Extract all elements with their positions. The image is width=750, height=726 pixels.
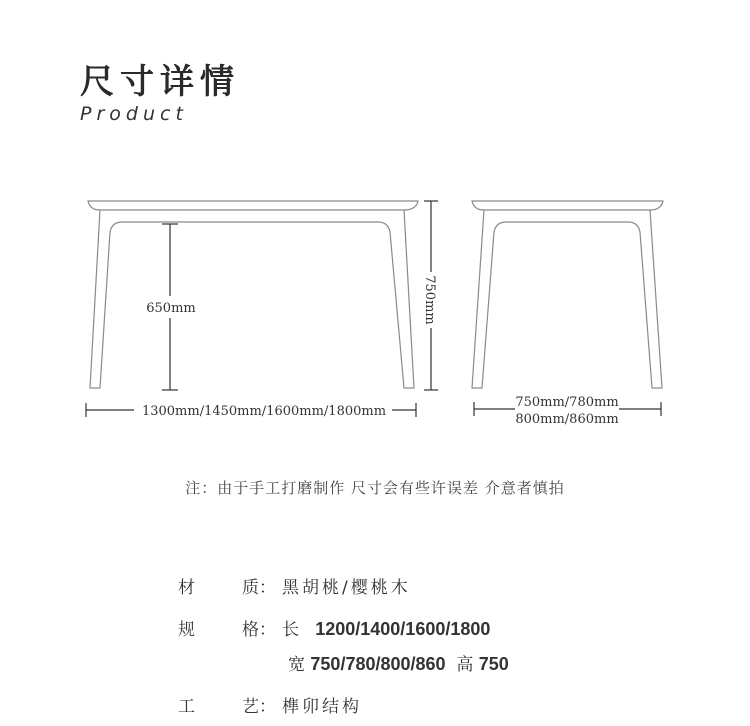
dim-width-label-line1: 750mm/780mm (515, 395, 619, 410)
dim-650-label: 650mm (146, 301, 196, 316)
dim-length-label: 1300mm/1450mm/1600mm/1800mm (141, 404, 387, 419)
spec-size-label: 规 格： (178, 620, 276, 640)
side-right-leg (640, 210, 662, 388)
dim-750-label: 750mm (422, 275, 437, 325)
side-tabletop (472, 201, 663, 210)
spec-craft-label: 工 艺： (178, 697, 276, 717)
spec-material-value: 黑胡桃/樱桃木 (282, 578, 411, 598)
spec-length-value: 1200/1400/1600/1800 (315, 619, 491, 639)
spec-material-row (178, 573, 411, 598)
spec-size-row (178, 615, 490, 640)
spec-craft-row (178, 692, 362, 717)
page-title: 尺寸详情 (80, 62, 240, 102)
front-tabletop (88, 201, 418, 210)
spec-height-prefix: 高 (456, 655, 474, 675)
spec-craft-value: 榫卯结构 (282, 697, 362, 717)
spec-width-row (288, 650, 509, 675)
front-left-leg (90, 210, 122, 388)
front-right-leg (390, 210, 414, 388)
page-subtitle: Product (80, 103, 188, 125)
spec-material-label: 材 质： (178, 578, 276, 598)
disclaimer-note: 注：由于手工打磨制作 尺寸会有些许误差 介意者慎拍 (185, 479, 565, 497)
spec-length-prefix: 长 (282, 620, 299, 640)
front-table-drawing (88, 201, 418, 388)
side-table-drawing (472, 201, 663, 388)
side-apron (506, 222, 640, 232)
spec-width-prefix: 宽 (288, 655, 305, 675)
spec-height-value: 750 (478, 654, 509, 674)
side-left-leg (472, 210, 506, 388)
spec-width-value: 750/780/800/860 (310, 654, 446, 674)
dim-width-label-line2: 800mm/860mm (515, 412, 619, 427)
